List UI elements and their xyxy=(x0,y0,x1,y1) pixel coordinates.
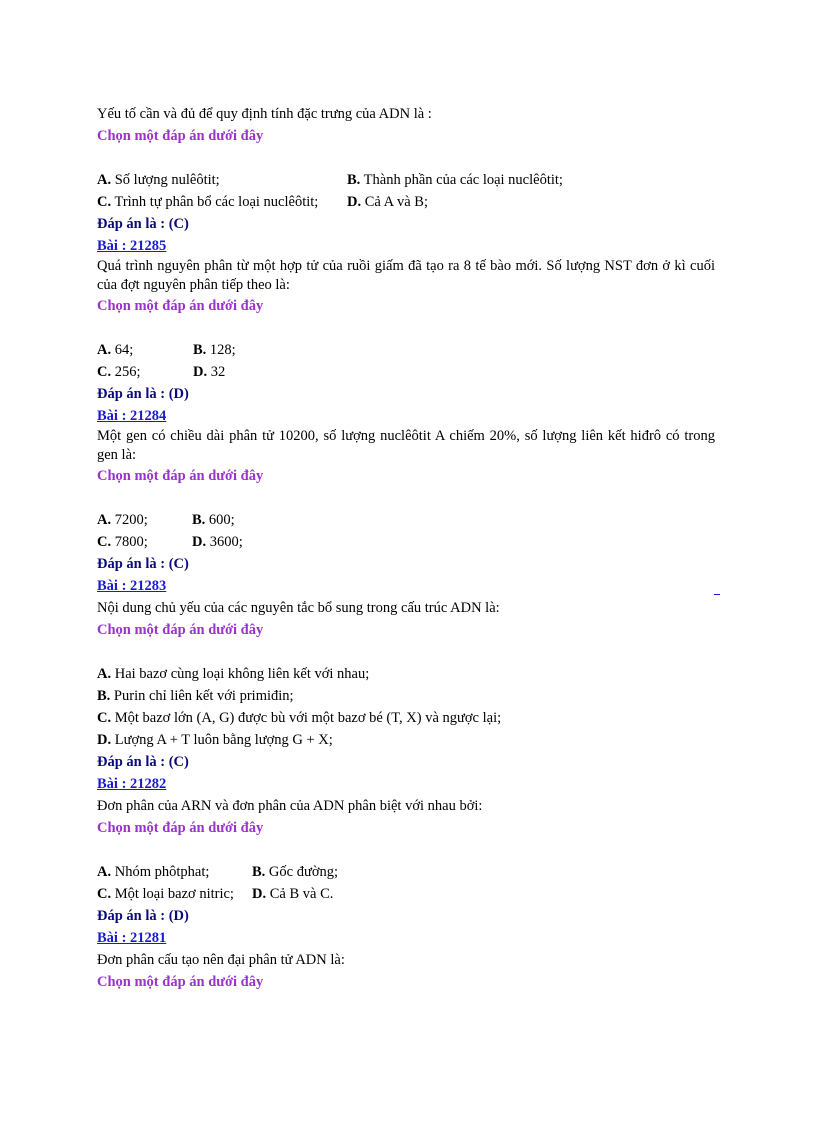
choose-prompt: Chọn một đáp án dưới đây xyxy=(97,974,264,990)
option-d[interactable]: D. Cả B và C. xyxy=(252,886,334,902)
choose-prompt: Chọn một đáp án dưới đây xyxy=(97,128,264,144)
question-block xyxy=(97,773,717,927)
question-id-link[interactable]: Bài : 21284 xyxy=(97,408,167,424)
question-block xyxy=(97,405,717,575)
option-c[interactable]: C. 7800; xyxy=(97,534,148,550)
option-a[interactable]: A. Số lượng nulêôtit; xyxy=(97,172,220,188)
option-a[interactable]: A. Hai bazơ cùng loại không liên kết với nhau; xyxy=(97,666,370,682)
answer-text: Đáp án là : (C) xyxy=(97,754,189,770)
option-c[interactable]: C. Trình tự phân bổ các loại nuclêôtit; xyxy=(97,194,319,210)
question-text: Yếu tố cần và đủ để quy định tính đặc trưng của ADN là : xyxy=(97,106,432,122)
document-page xyxy=(97,103,717,993)
question-id-link[interactable]: Bài : 21282 xyxy=(97,776,167,792)
option-d[interactable]: D. Cả A và B; xyxy=(347,194,428,210)
option-d[interactable]: D. Lượng A + T luôn bằng lượng G + X; xyxy=(97,732,333,748)
option-d[interactable]: D. 3600; xyxy=(192,534,243,550)
question-id-link[interactable]: Bài : 21281 xyxy=(97,930,167,946)
option-b[interactable]: B. Thành phần của các loại nuclêôtit; xyxy=(347,172,563,188)
answer-text: Đáp án là : (C) xyxy=(97,556,189,572)
question-id-link[interactable]: Bài : 21285 xyxy=(97,238,167,254)
choose-prompt: Chọn một đáp án dưới đây xyxy=(97,468,264,484)
question-block xyxy=(97,575,717,773)
question-text: Một gen có chiều dài phân tử 10200, số lượng nuclêôtit A chiếm 20%, số lượng liên kết hiđrô có trong gen là: xyxy=(97,428,715,463)
option-a[interactable]: A. Nhóm phôtphat; xyxy=(97,864,210,880)
option-b[interactable]: B. Purin chỉ liên kết với primiđin; xyxy=(97,688,294,704)
option-b[interactable]: B. Gốc đường; xyxy=(252,864,339,880)
option-c[interactable]: C. Một bazơ lớn (A, G) được bù với một bazơ bé (T, X) và ngược lại; xyxy=(97,710,502,726)
question-text: Đơn phân cấu tạo nên đại phân tử ADN là: xyxy=(97,952,345,968)
question-text: Quá trình nguyên phân từ một hợp tử của ruồi giấm đã tạo ra 8 tế bào mới. Số lượng NST đơn ở kì cuối của đợt nguyên phân tiếp theo là: xyxy=(97,258,715,293)
question-block xyxy=(97,235,717,405)
question-text: Đơn phân của ARN và đơn phân của ADN phân biệt với nhau bởi: xyxy=(97,798,483,814)
question-id-link[interactable]: Bài : 21283 xyxy=(97,578,167,594)
choose-prompt: Chọn một đáp án dưới đây xyxy=(97,820,264,836)
choose-prompt: Chọn một đáp án dưới đây xyxy=(97,298,264,314)
answer-text: Đáp án là : (D) xyxy=(97,908,189,924)
option-a[interactable]: A. 7200; xyxy=(97,512,148,528)
question-block xyxy=(97,103,717,235)
stray-link-mark xyxy=(714,594,720,595)
question-text: Nội dung chủ yếu của các nguyên tắc bổ sung trong cấu trúc ADN là: xyxy=(97,600,500,616)
option-d[interactable]: D. 32 xyxy=(193,364,226,380)
option-a[interactable]: A. 64; xyxy=(97,342,134,358)
choose-prompt: Chọn một đáp án dưới đây xyxy=(97,622,264,638)
option-c[interactable]: C. Một loại bazơ nitric; xyxy=(97,886,234,902)
question-block xyxy=(97,927,717,993)
option-c[interactable]: C. 256; xyxy=(97,364,141,380)
answer-text: Đáp án là : (C) xyxy=(97,216,189,232)
option-b[interactable]: B. 128; xyxy=(193,342,236,358)
option-b[interactable]: B. 600; xyxy=(192,512,235,528)
answer-text: Đáp án là : (D) xyxy=(97,386,189,402)
